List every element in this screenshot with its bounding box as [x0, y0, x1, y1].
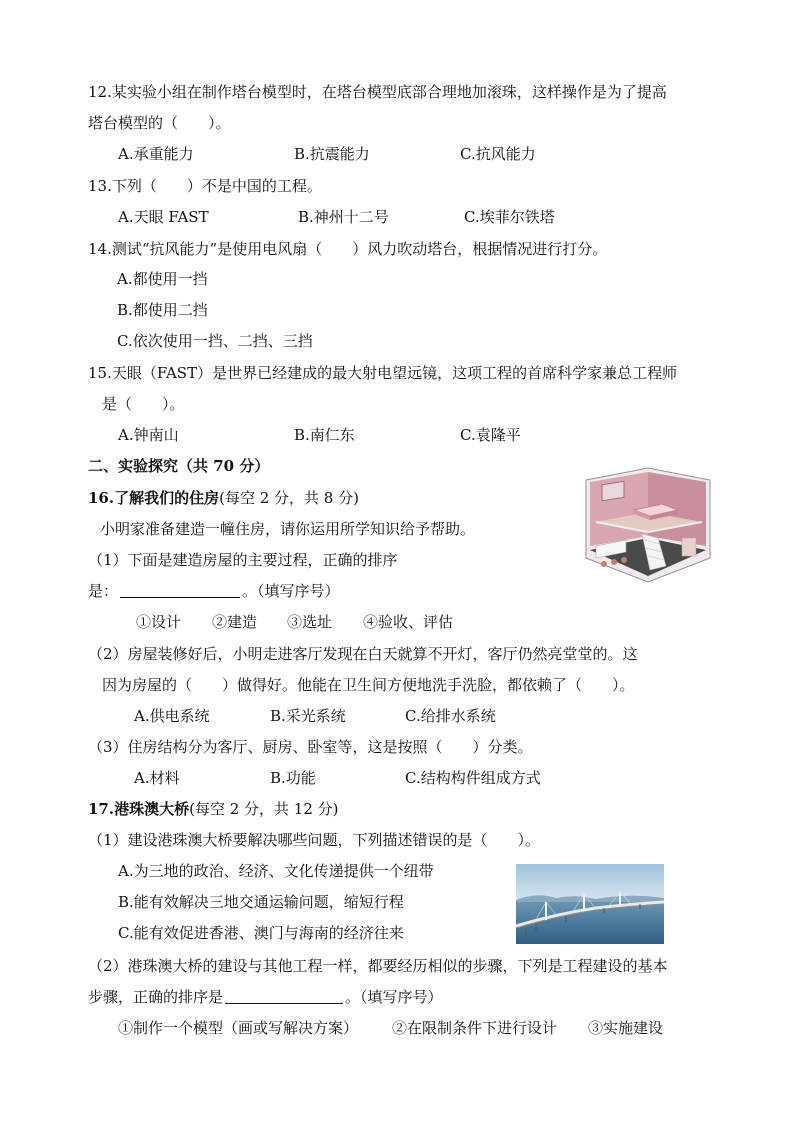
q12-line2: 塔台模型的（ ）。	[88, 114, 231, 132]
q15-option-a: A.钟南山	[118, 426, 179, 444]
q17-p1-line1: （1）建设港珠澳大桥要解决哪些问题，下列描述错误的是（ ）。	[88, 831, 541, 849]
q14-option-a: A.都使用一挡	[117, 270, 208, 288]
q17-title: 17.港珠澳大桥	[88, 800, 190, 818]
q15-option-c: C.袁隆平	[460, 426, 521, 444]
q17-p1-option-c: C.能有效促进香港、澳门与海南的经济往来	[118, 924, 404, 942]
q14-option-c: C.依次使用一挡、二挡、三挡	[117, 332, 313, 350]
q16-p3-option-b: B.功能	[270, 769, 316, 787]
q15-option-b: B.南仁东	[294, 426, 355, 444]
q16-p2-option-a: A.供电系统	[134, 707, 210, 725]
q17-step-2: ②在限制条件下进行设计	[392, 1019, 558, 1037]
q16-p1-prefix: 是：	[88, 582, 119, 600]
q17-score: (每空 2 分，共 12 分)	[189, 800, 339, 818]
q13-option-b: B.神州十二号	[298, 208, 389, 226]
q15-line1: 15.天眼（FAST）是世界已经建成的最大射电望远镜，这项工程的首席科学家兼总工程师	[88, 364, 678, 382]
q17-p2-suffix: 。（填写序号）	[345, 988, 443, 1006]
q16-score: (每空 2 分，共 8 分)	[219, 489, 359, 507]
q13-line1: 13.下列（ ）不是中国的工程。	[88, 177, 322, 195]
q16-p1-line1: （1）下面是建造房屋的主要过程，正确的排序	[88, 551, 398, 569]
q16-heading	[88, 488, 359, 508]
q15-line2: 是（ ）。	[102, 395, 185, 413]
house-illustration	[582, 466, 714, 584]
q13-option-c: C.埃菲尔铁塔	[464, 208, 555, 226]
q16-p3-option-a: A.材料	[134, 769, 180, 787]
q13-option-a: A.天眼 FAST	[118, 208, 209, 226]
q16-p1-suffix: 。（填写序号）	[242, 582, 340, 600]
q12-option-c: C.抗风能力	[460, 145, 536, 163]
q17-p2-line1: （2）港珠澳大桥的建设与其他工程一样，都要经历相似的步骤，下列是工程建设的基本	[88, 957, 668, 975]
q16-answer-blank[interactable]	[120, 581, 240, 598]
q16-p3-option-c: C.结构构件组成方式	[405, 769, 541, 787]
q12-line1: 12.某实验小组在制作塔台模型时，在塔台模型底部合理地加滚珠，这样操作是为了提高	[88, 83, 667, 101]
q16-p1-line2	[88, 581, 340, 601]
q12-option-b: B.抗震能力	[294, 145, 370, 163]
q16-p2-line1: （2）房屋装修好后，小明走进客厅发现在白天就算不开灯，客厅仍然亮堂堂的。这	[88, 645, 638, 663]
q16-step-4: ④验收、评估	[363, 613, 454, 631]
q17-step-1: ①制作一个模型（画或写解决方案）	[118, 1019, 359, 1037]
q17-answer-blank[interactable]	[225, 987, 343, 1004]
q16-step-2: ②建造	[212, 613, 258, 631]
q16-p2-line2: 因为房屋的（ ）做得好。他能在卫生间方便地洗手洗脸，都依赖了（ ）。	[102, 676, 635, 694]
q17-p2-prefix: 步骤，正确的排序是	[88, 988, 224, 1006]
section-heading: 二、实验探究（共 70 分）	[88, 457, 270, 475]
q14-option-b: B.都使用二挡	[117, 301, 208, 319]
q16-p2-option-c: C.给排水系统	[405, 707, 496, 725]
q16-title: 16.了解我们的住房	[88, 489, 220, 507]
q17-heading	[88, 799, 339, 819]
q17-p2-line2	[88, 987, 443, 1007]
q16-step-1: ①设计	[136, 613, 182, 631]
q16-p2-option-b: B.采光系统	[270, 707, 346, 725]
q17-step-3: ③实施建设	[588, 1019, 664, 1037]
q17-p1-option-b: B.能有效解决三地交通运输问题，缩短行程	[118, 893, 404, 911]
bridge-photo	[516, 864, 664, 944]
q16-step-3: ③选址	[287, 613, 333, 631]
q16-intro: 小明家准备建造一幢住房，请你运用所学知识给予帮助。	[100, 520, 476, 538]
q14-line1: 14.测试“抗风能力”是使用电风扇（ ）风力吹动塔台，根据情况进行打分。	[88, 240, 608, 258]
q16-p3-line1: （3）住房结构分为客厅、厨房、卧室等，这是按照（ ）分类。	[88, 738, 533, 756]
q12-option-a: A.承重能力	[118, 145, 194, 163]
q17-p1-option-a: A.为三地的政治、经济、文化传递提供一个纽带	[118, 862, 434, 880]
